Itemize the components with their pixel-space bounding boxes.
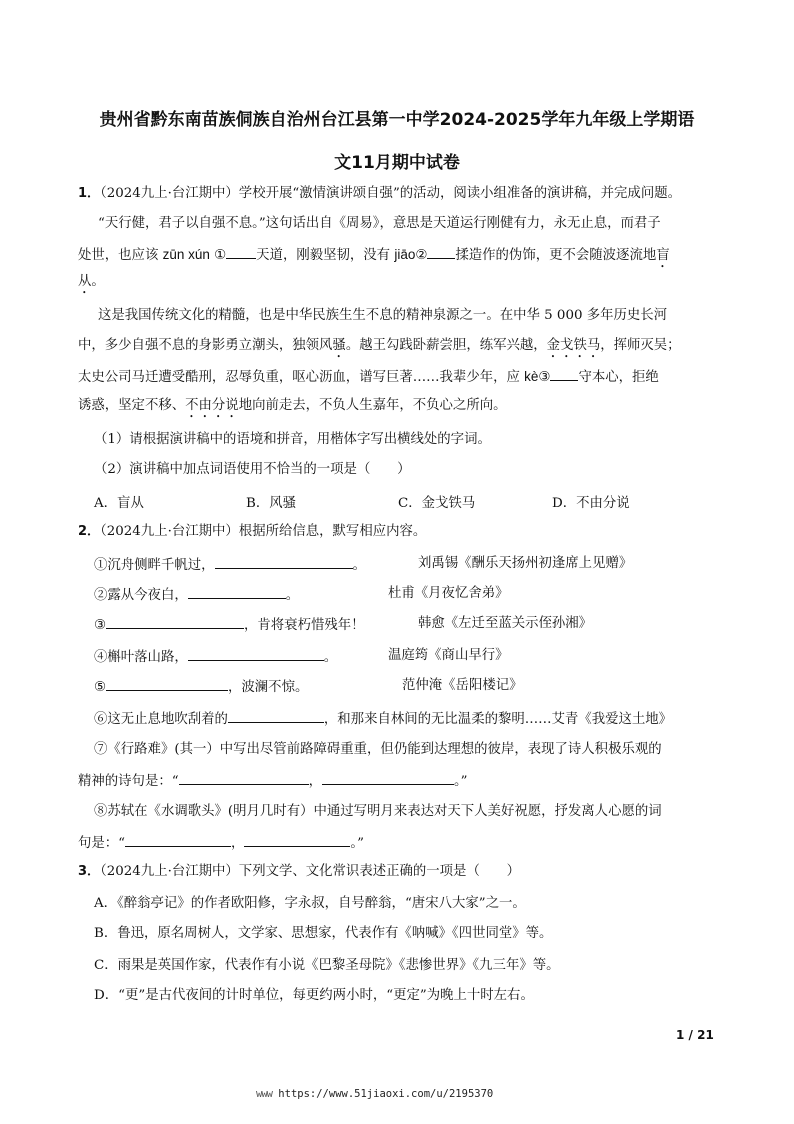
dictation-item-5: ⑤ ，波澜不惊。: [94, 676, 308, 698]
dictation-source: 范仲淹《岳阳楼记》: [402, 678, 523, 693]
question-stem-text: （2024九上·台江期中）根据所给信息，默写相应内容。: [100, 524, 427, 539]
dictation-item-7-line-1: ⑦《行路难》(其一）中写出尽管前路障碍重重，但仍能到达理想的彼岸，表现了诗人积极乐观的: [94, 742, 662, 757]
passage-paragraph-1-line-3: 从。: [78, 274, 105, 289]
dictation-blank[interactable]: [106, 614, 244, 629]
question-number: 2．: [78, 524, 101, 539]
dictation-blank[interactable]: [322, 770, 454, 785]
question-2-stem: [78, 522, 426, 542]
question-stem-text: （2024九上·台江期中）下列文学、文化常识表述正确的一项是（ ）: [100, 864, 521, 879]
dictation-blank[interactable]: [244, 832, 350, 847]
option-b[interactable]: B．鲁迅，原名周树人，文学家、思想家，代表作有《呐喊》《四世同堂》等。: [94, 926, 553, 941]
footer-url[interactable]: https://www.51jiaoxi.com/u/2195370: [278, 1088, 494, 1100]
emphasized-word: 不由分说: [185, 398, 239, 413]
pinyin-hint: zūn xún: [162, 247, 210, 262]
emphasized-word: 盲: [656, 248, 670, 263]
dictation-blank[interactable]: [106, 676, 228, 691]
question-1-stem: [78, 184, 681, 204]
option-b[interactable]: B．风骚: [246, 496, 297, 511]
dictation-blank[interactable]: [188, 646, 324, 661]
emphasized-word: 骚: [332, 338, 346, 353]
dictation-item-8-line-2: 句是：“ ， 。”: [78, 832, 364, 854]
dictation-blank[interactable]: [215, 554, 353, 569]
question-number: 1．: [78, 186, 101, 201]
dictation-item-8-line-1: ⑧苏轼在《水调歌头》(明月几时有）中通过写明月来表达对天下人美好祝愿，抒发离人心愿的词: [94, 804, 662, 819]
dictation-item-7-line-2: 精神的诗句是：“ ， 。”: [78, 770, 468, 792]
footer-mark: www: [256, 1088, 272, 1100]
dictation-blank[interactable]: [179, 770, 309, 785]
dictation-blank[interactable]: [228, 708, 324, 723]
question-number: 3．: [78, 864, 101, 879]
dictation-source: 韩愈《左迁至蓝关示侄孙湘》: [418, 616, 593, 631]
dictation-blank[interactable]: [125, 832, 231, 847]
option-d[interactable]: D．“更”是古代夜间的计时单位，每更约两小时，“更定”为晚上十时左右。: [94, 988, 534, 1003]
fill-blank-3[interactable]: [550, 366, 578, 381]
pinyin-hint: kè: [524, 369, 539, 384]
dictation-source: 温庭筠《商山早行》: [388, 648, 509, 663]
question-3-stem: [78, 862, 520, 882]
passage-paragraph-2-line-1: 这是我国传统文化的精髓，也是中华民族生生不息的精神泉源之一。在中华 5 000 多年历史长河: [98, 308, 668, 323]
passage-paragraph-2-line-4: 诱惑，坚定不移、不由分说地向前走去，不负人生嘉年，不负心之所向。: [78, 398, 507, 413]
sub-question-1: （1）请根据演讲稿中的语境和拼音，用楷体字写出横线处的字词。: [94, 432, 491, 447]
passage-paragraph-2-line-3: 太史公司马迁遭受酷刑，忍辱负重，呕心沥血，谱写巨著……我辈少年，应 kè③ 守本心，拒绝: [78, 366, 659, 388]
fill-blank-2[interactable]: [427, 244, 455, 259]
dictation-item-6: ⑥这无止息地吹刮着的 ，和那来自林间的无比温柔的黎明……艾青《我爱这土地》: [94, 708, 672, 730]
document-title-line-2: 文11月期中试卷: [334, 153, 460, 173]
sub-question-2: （2）演讲稿中加点词语使用不恰当的一项是（ ）: [94, 462, 411, 477]
emphasized-word: 从: [78, 274, 92, 289]
option-a[interactable]: A．盲从: [94, 496, 144, 511]
footer-watermark: [256, 1088, 493, 1100]
emphasized-word: 金戈铁马: [546, 338, 601, 353]
passage-paragraph-1-line-1: “天行健，君子以自强不息。”这句话出自《周易》，意思是天道运行刚健有力，永无止息，而君子: [98, 216, 661, 231]
option-d[interactable]: D．不由分说: [552, 496, 630, 511]
question-stem-text: （2024九上·台江期中）学校开展“激情演讲颂自强”的活动，阅读小组准备的演讲稿，并完成问题。: [100, 186, 681, 201]
dictation-item-1: ①沉舟侧畔千帆过， 。: [94, 554, 366, 576]
option-a[interactable]: A．《醉翁亭记》的作者欧阳修，字永叔，自号醉翁，“唐宋八大家”之一。: [94, 896, 526, 911]
dictation-blank[interactable]: [188, 584, 286, 599]
passage-paragraph-2-line-2: 中，多少自强不息的身影勇立潮头，独领风骚。越王勾践卧薪尝胆，练军兴越，金戈铁马，挥师灭吴；: [78, 338, 681, 353]
dictation-source: 刘禹锡《酬乐天扬州初逢席上见赠》: [418, 556, 633, 571]
pinyin-hint: jiāo: [394, 247, 416, 262]
option-c[interactable]: C．雨果是英国作家，代表作有小说《巴黎圣母院》《悲惨世界》《九三年》等。: [94, 958, 560, 973]
page-number: 1 / 21: [676, 1028, 714, 1042]
passage-paragraph-1-line-2: 处世，也应该 zūn xún ① 天道，刚毅坚韧，没有 jiāo② 揉造作的伪饰，更不会随波逐流地盲: [78, 244, 670, 271]
dictation-item-2: ②露从今夜白， 。: [94, 584, 299, 606]
dictation-item-4: ④槲叶落山路， 。: [94, 646, 337, 668]
option-c[interactable]: C．金戈铁马: [398, 496, 476, 511]
document-title-line-1: 贵州省黔东南苗族侗族自治州台江县第一中学2024-2025学年九年级上学期语: [99, 110, 695, 130]
dictation-source: 杜甫《月夜忆舍弟》: [388, 586, 509, 601]
fill-blank-1[interactable]: [226, 244, 256, 259]
dictation-item-3: ③ ，肯将衰朽惜残年！: [94, 614, 365, 636]
